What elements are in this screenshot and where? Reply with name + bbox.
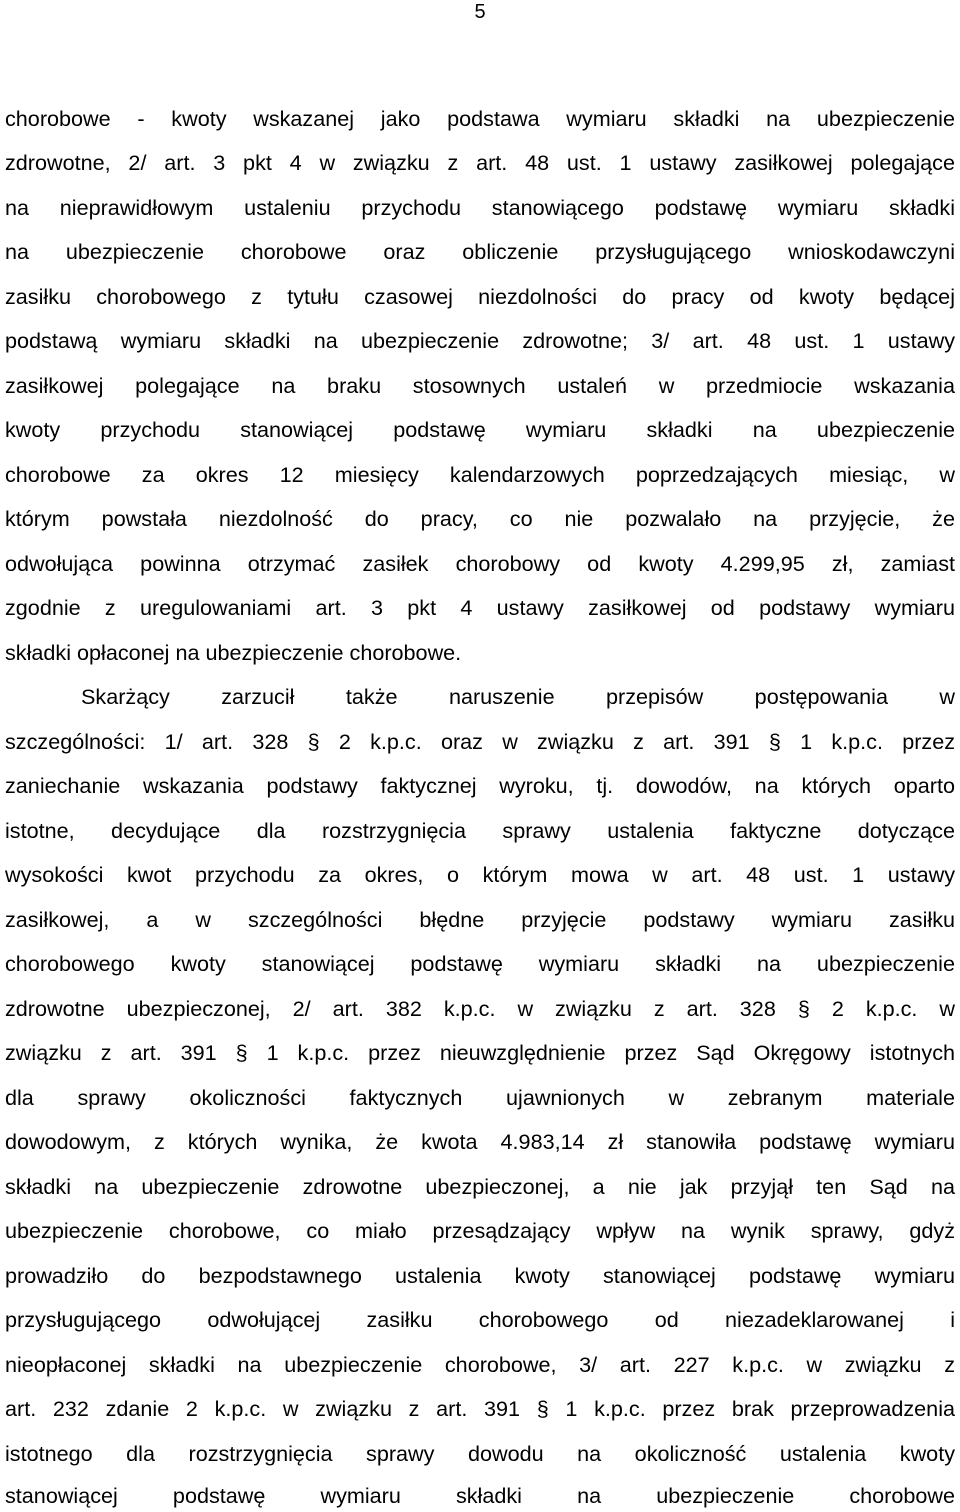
text-line: odwołująca powinna otrzymać zasiłek chorobowy od kwoty 4.299,95 zł, zamiast	[5, 551, 955, 576]
paragraph-first-line: Skarżący zarzucił także naruszenie przepisów postępowania w	[81, 684, 955, 709]
text-line: składki na ubezpieczenie zdrowotne ubezpieczonej, a nie jak przyjął ten Sąd na	[5, 1174, 955, 1199]
text-line: zdrowotne ubezpieczonej, 2/ art. 382 k.p.c. w związku z art. 328 § 2 k.p.c. w	[5, 996, 955, 1021]
text-line: zaniechanie wskazania podstawy faktycznej wyroku, tj. dowodów, na których oparto	[5, 773, 955, 798]
text-line: prowadziło do bezpodstawnego ustalenia kwoty stanowiącej podstawę wymiaru	[5, 1263, 955, 1288]
text-line: istotnego dla rozstrzygnięcia sprawy dowodu na okoliczność ustalenia kwoty	[5, 1441, 955, 1466]
text-line: składki opłaconej na ubezpieczenie chorobowe.	[5, 640, 462, 665]
text-line: istotne, decydujące dla rozstrzygnięcia sprawy ustalenia faktyczne dotyczące	[5, 818, 955, 843]
text-line: na ubezpieczenie chorobowe oraz obliczenie przysługującego wnioskodawczyni	[5, 239, 955, 264]
text-line: związku z art. 391 § 1 k.p.c. przez nieuwzględnienie przez Sąd Okręgowy istotnych	[5, 1040, 955, 1065]
text-line: szczególności: 1/ art. 328 § 2 k.p.c. oraz w związku z art. 391 § 1 k.p.c. przez	[5, 729, 955, 754]
text-line: art. 232 zdanie 2 k.p.c. w związku z art. 391 § 1 k.p.c. przez brak przeprowadzenia	[5, 1396, 955, 1421]
text-line: ubezpieczenie chorobowe, co miało przesądzający wpływ na wynik sprawy, gdyż	[5, 1218, 955, 1243]
text-line: wysokości kwot przychodu za okres, o którym mowa w art. 48 ust. 1 ustawy	[5, 862, 955, 887]
text-line: dowodowym, z których wynika, że kwota 4.983,14 zł stanowiła podstawę wymiaru	[5, 1129, 955, 1154]
text-line: zdrowotne, 2/ art. 3 pkt 4 w związku z art. 48 ust. 1 ustawy zasiłkowej polegające	[5, 150, 955, 175]
text-line: zgodnie z uregulowaniami art. 3 pkt 4 ustawy zasiłkowej od podstawy wymiaru	[5, 595, 955, 620]
text-line: przysługującego odwołującej zasiłku chorobowego od niezadeklarowanej i	[5, 1307, 955, 1332]
text-line: nieopłaconej składki na ubezpieczenie chorobowe, 3/ art. 227 k.p.c. w związku z	[5, 1352, 955, 1377]
text-line: stanowiącej podstawę wymiaru składki na ubezpieczenie chorobowe	[5, 1483, 955, 1508]
text-line: na nieprawidłowym ustaleniu przychodu stanowiącego podstawę wymiaru składki	[5, 195, 955, 220]
text-line: kwoty przychodu stanowiącej podstawę wymiaru składki na ubezpieczenie	[5, 417, 955, 442]
text-line: którym powstała niezdolność do pracy, co nie pozwalało na przyjęcie, że	[5, 506, 955, 531]
text-line: zasiłkowej, a w szczególności błędne przyjęcie podstawy wymiaru zasiłku	[5, 907, 955, 932]
text-line: zasiłku chorobowego z tytułu czasowej niezdolności do pracy od kwoty będącej	[5, 284, 955, 309]
text-line: dla sprawy okoliczności faktycznych ujawnionych w zebranym materiale	[5, 1085, 955, 1110]
text-line: chorobowe - kwoty wskazanej jako podstawa wymiaru składki na ubezpieczenie	[5, 106, 955, 131]
text-line: podstawą wymiaru składki na ubezpieczenie zdrowotne; 3/ art. 48 ust. 1 ustawy	[5, 328, 955, 353]
text-line: chorobowego kwoty stanowiącej podstawę wymiaru składki na ubezpieczenie	[5, 951, 955, 976]
text-line: chorobowe za okres 12 miesięcy kalendarzowych poprzedzających miesiąc, w	[5, 462, 955, 487]
page-number: 5	[474, 1, 486, 23]
text-line: zasiłkowej polegające na braku stosownych ustaleń w przedmiocie wskazania	[5, 373, 955, 398]
